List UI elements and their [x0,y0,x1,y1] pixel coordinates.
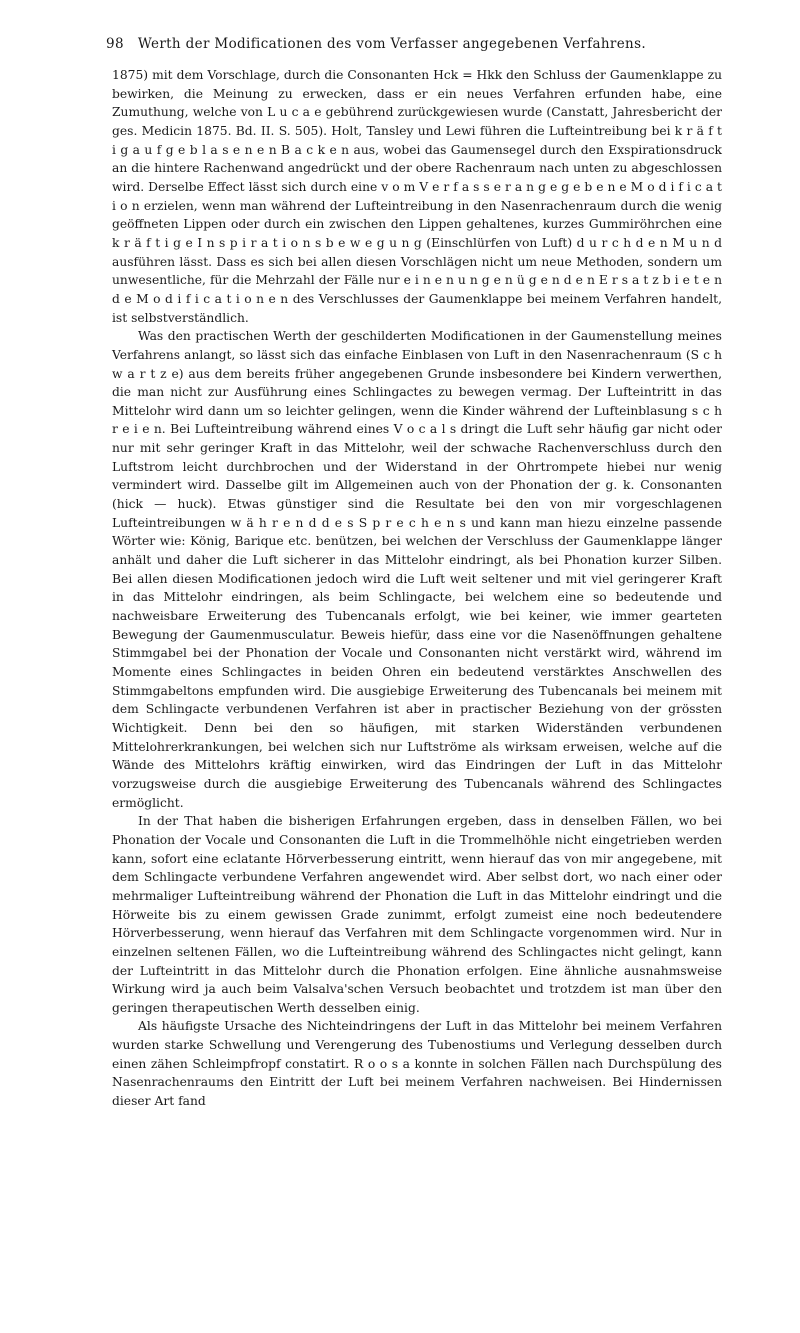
paragraph-3: In der That haben die bisherigen Erfahrungen ergeben, dass in denselben Fällen, wo bei Phonation der Vocale und Consonanten die Luft in die Trommelhöhle nicht eingetrieben werden kann, sofort eine eclatante Hörverbesserung eintritt, wenn hierauf das von mir angegebene, mit dem Schlingacte verbundene Verfahren angewendet wird. Aber selbst dort, wo nach einer oder mehrmaliger Lufteintreibung während der Phonation die Luft in das Mittelohr eindringt und die Hörweite bis zu einem gewissen Grade zunimmt, erfolgt zumeist eine noch bedeutendere Hörverbesserung, wenn hierauf das Verfahren mit dem Schlingacte vorgenommen wird. Nur in einzelnen seltenen Fällen, wo die Lufteintreibung während des Schlingactes nicht gelingt, kann der Lufteintritt in das Mittelohr durch die Phonation erfolgen. Eine ähnliche ausnahmsweise Wirkung wird ja auch beim Valsalva'schen Versuch beobachtet und trotzdem ist man über den geringen therapeutischen Werth desselben einig. [112,814,722,1015]
page-number: 98 [106,36,124,52]
paragraph-1: 1875) mit dem Vorschlage, durch die Consonanten Hck = Hkk den Schluss der Gaumenklappe zu bewirken, die Meinung zu erwecken, dass er ein neues Verfahren erfunden habe, eine Zumuthung, welche von L u c a e gebührend zurückgewiesen wurde (Canstatt, Jahresbericht der ges. Medicin 1875. Bd. II. S. 505). Holt, Tansley und Lewi führen die Lufteintreibung bei k r ä f t i g a u f g e b l a s e n e n B a c k e n aus, wobei das Gaumensegel durch den Exspirationsdruck an die hintere Rachenwand angedrückt und der obere Rachenraum nach unten zu abgeschlossen wird. Derselbe Effect lässt sich durch eine v o m V e r f a s s e r a n g e g e b e n e M o d i f i c a t i o n erzielen, wenn man während der Lufteintreibung in den Nasenrachenraum durch die wenig geöffneten Lippen oder durch ein zwischen den Lippen gehaltenes, kurzes Gummiröhrchen eine k r ä f t i g e I n s p i r a t i o n s b e w e g u n g (Einschlürfen von Luft) d u r c h d e n M u n d ausführen lässt. Dass es sich bei allen diesen Vorschlägen nicht um neue Methoden, sondern um unwesentliche, für die Mehrzahl der Fälle nur e i n e n u n g e n ü g e n d e n E r s a t z b i e t e n d e M o d i f i c a t i o n e n des Verschlusses der Gaumenklappe bei meinem Verfahren handelt, ist selbstverständlich. [112,68,722,325]
paragraph-4: Als häufigste Ursache des Nichteindringens der Luft in das Mittelohr bei meinem Verfahren wurden starke Schwellung und Verengerung des Tubenostiums und Verlegung desselben durch einen zähen Schleimpfropf constatirt. R o o s a konnte in solchen Fällen nach Durchspülung des Nasenrachenraums den Eintritt der Luft bei meinem Verfahren nachweisen. Bei Hindernissen dieser Art fand [112,1019,722,1109]
paragraph-2: Was den practischen Werth der geschilderten Modificationen in der Gaumenstellung meines Verfahrens anlangt, so lässt sich das einfache Einblasen von Luft in den Nasenrachenraum (S c h w a r t z e) aus dem bereits früher angegebenen Grunde insbesondere bei Kindern verwerthen, die man nicht zur Ausführung eines Schlingactes zu bewegen vermag. Der Lufteintritt in das Mittelohr wird dann um so leichter gelingen, wenn die Kinder während der Lufteinblasung s c h r e i e n. Bei Lufteintreibung während eines V o c a l s dringt die Luft sehr häufig gar nicht oder nur mit sehr geringer Kraft in das Mittelohr, weil der schwache Rachenverschluss durch den Luftstrom leicht durchbrochen und der Widerstand in der Ohrtrompete hiebei nur wenig vermindert wird. Dasselbe gilt im Allgemeinen auch von der Phonation der g. k. Consonanten (hick — huck). Etwas günstiger sind die Resultate bei den von mir vorgeschlagenen Lufteintreibungen w ä h r e n d d e s S p r e c h e n s und kann man hiezu einzelne passende Wörter wie: König, Barique etc. benützen, bei welchen der Verschluss der Gaumenklappe länger anhält und daher die Luft sicherer in das Mittelohr eindringt, als bei Phonation kurzer Silben. Bei allen diesen Modificationen jedoch wird die Luft weit seltener und mit viel geringerer Kraft in das Mittelohr eindringen, als beim Schlingacte, bei welchem eine so bedeutende und nachweisbare Erweiterung des Tubencanals erfolgt, wie bei keiner, wie immer gearteten Bewegung der Gaumenmusculatur. Beweis hiefür, dass eine vor die Nasenöffnungen gehaltene Stimmgabel bei der Phonation der Vocale und Consonanten nicht verstärkt wird, während im Momente eines Schlingactes in beiden Ohren ein bedeutend verstärktes Anschwellen des Stimmgabeltons empfunden wird. Die ausgiebige Erweiterung des Tubencanals bei meinem mit dem Schlingacte verbundenen Verfahren ist aber in practischer Beziehung von der grössten Wichtigkeit. Denn bei den so häufigen, mit starken Widerständen verbundenen Mittelohrerkrankungen, bei welchen sich nur Luftströme als wirksam erweisen, welche auf die Wände des Mittelohrs kräftig einwirken, wird das Eindringen der Luft in das Mittelohr vorzugsweise durch die ausgiebige Erweiterung des Tubencanals während des Schlingactes ermöglicht. [112,329,722,810]
running-head [106,36,722,52]
body-text [112,66,722,1111]
book-page [106,36,722,1111]
running-title: Werth der Modificationen des vom Verfasser angegebenen Verfahrens. [137,36,647,52]
